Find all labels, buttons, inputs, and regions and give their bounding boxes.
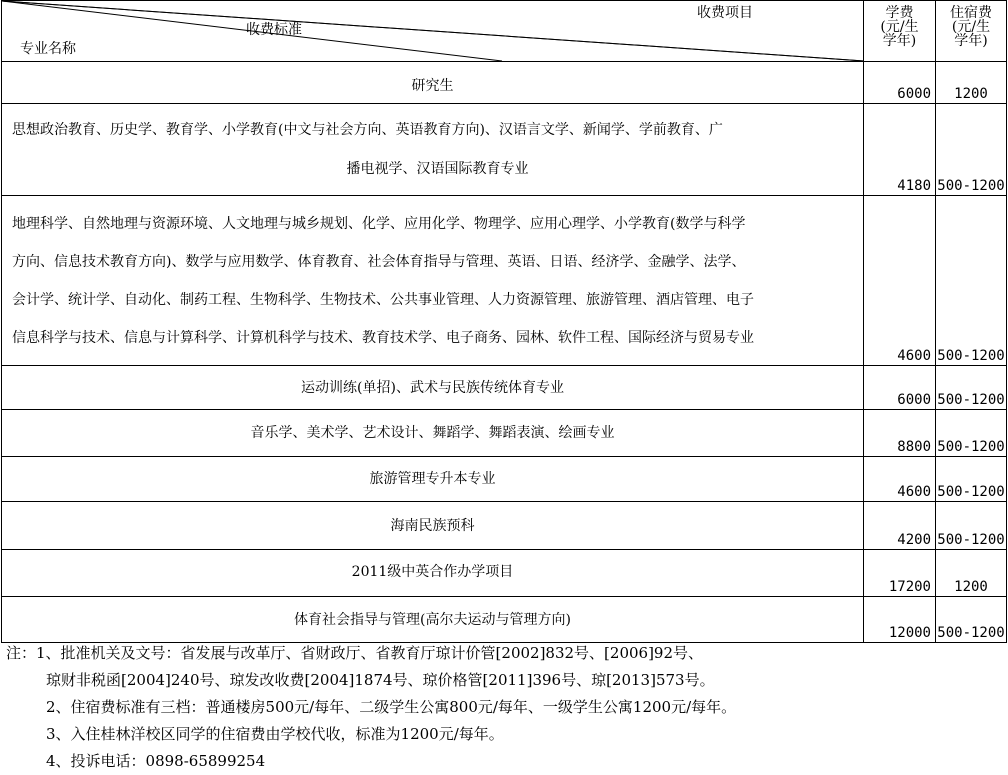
- tuition-cell: 12000: [864, 597, 936, 643]
- major-cell: 地理科学、自然地理与资源环境、人文地理与城乡规划、化学、应用化学、物理学、应用心理学、小学教育(数学与科学 方向、信息技术教育方向)、数学与应用数学、体育教育、社会体育指导与管理、英语、日语、经济学、金融学、法学、 会计学、统计学、自动化、制药工程、生物科学、生物技术、公共事业管理、人力资源管理、旅游管理、酒店管理、电子 信息科学与技术、信息与计算科学、计算机科学与技术、教育技术学、电子商务、园林、软件工程、国际经济与贸易专业: [2, 196, 864, 366]
- tuition-cell: 17200: [864, 550, 936, 597]
- table-row: [2, 550, 1007, 597]
- tuition-cell: 8800: [864, 410, 936, 457]
- tuition-cell: 4600: [864, 196, 936, 366]
- major-cell: 体育社会指导与管理(高尔夫运动与管理方向): [2, 597, 864, 643]
- note-line: 4、投诉电话：0898-65899254: [46, 752, 266, 770]
- tuition-cell: 4180: [864, 104, 936, 196]
- table-row: [2, 457, 1007, 502]
- dorm-cell: 500-1200: [936, 502, 1007, 550]
- dorm-cell: 1200: [936, 550, 1007, 597]
- note-line: 3、入住桂林洋校区同学的住宿费由学校代收，标准为1200元/每年。: [46, 725, 504, 743]
- table-row: [2, 104, 1007, 196]
- fee-standard-label: 收费标准: [246, 22, 302, 38]
- header-row: [2, 1, 1007, 62]
- major-cell: 研究生: [2, 62, 864, 104]
- table-row: [2, 366, 1007, 410]
- diagonal-header-cell: [2, 1, 864, 62]
- footnotes: [6, 640, 736, 775]
- table-row: [2, 502, 1007, 550]
- major-cell: 思想政治教育、历史学、教育学、小学教育(中文与社会方向、英语教育方向)、汉语言文学、新闻学、学前教育、广 播电视学、汉语国际教育专业: [2, 104, 864, 196]
- major-name-label: 专业名称: [20, 41, 76, 57]
- dorm-cell: 500-1200: [936, 366, 1007, 410]
- major-cell: 海南民族预科: [2, 502, 864, 550]
- fee-item-label: 收费项目: [697, 5, 753, 21]
- dorm-cell: 1200: [936, 62, 1007, 104]
- fee-table: [1, 0, 1007, 643]
- dorm-cell: 500-1200: [936, 597, 1007, 643]
- note-line: 琼财非税函[2004]240号、琼发改收费[2004]1874号、琼价格管[2011]396号、琼[2013]573号。: [46, 671, 715, 689]
- note-line: 2、住宿费标准有三档：普通楼房500元/每年、二级学生公寓800元/每年、一级学生公寓1200元/每年。: [46, 698, 737, 716]
- dorm-cell: 500-1200: [936, 104, 1007, 196]
- major-cell: 旅游管理专升本专业: [2, 457, 864, 502]
- dorm-column-header: 住宿费 (元/生 学年): [936, 1, 1007, 62]
- tuition-column-header: 学费 (元/生 学年): [864, 1, 936, 62]
- table-row: [2, 597, 1007, 643]
- tuition-cell: 6000: [864, 62, 936, 104]
- dorm-cell: 500-1200: [936, 410, 1007, 457]
- dorm-cell: 500-1200: [936, 196, 1007, 366]
- tuition-cell: 6000: [864, 366, 936, 410]
- major-cell: 运动训练(单招)、武术与民族传统体育专业: [2, 366, 864, 410]
- table-row: [2, 196, 1007, 366]
- tuition-cell: 4200: [864, 502, 936, 550]
- tuition-cell: 4600: [864, 457, 936, 502]
- note-line: 注：1、批准机关及文号：省发展与改革厅、省财政厅、省教育厅琼计价管[2002]832号、[2006]92号、: [6, 644, 704, 662]
- table-row: [2, 62, 1007, 104]
- dorm-cell: 500-1200: [936, 457, 1007, 502]
- major-cell: 2011级中英合作办学项目: [2, 550, 864, 597]
- major-cell: 音乐学、美术学、艺术设计、舞蹈学、舞蹈表演、绘画专业: [2, 410, 864, 457]
- table-row: [2, 410, 1007, 457]
